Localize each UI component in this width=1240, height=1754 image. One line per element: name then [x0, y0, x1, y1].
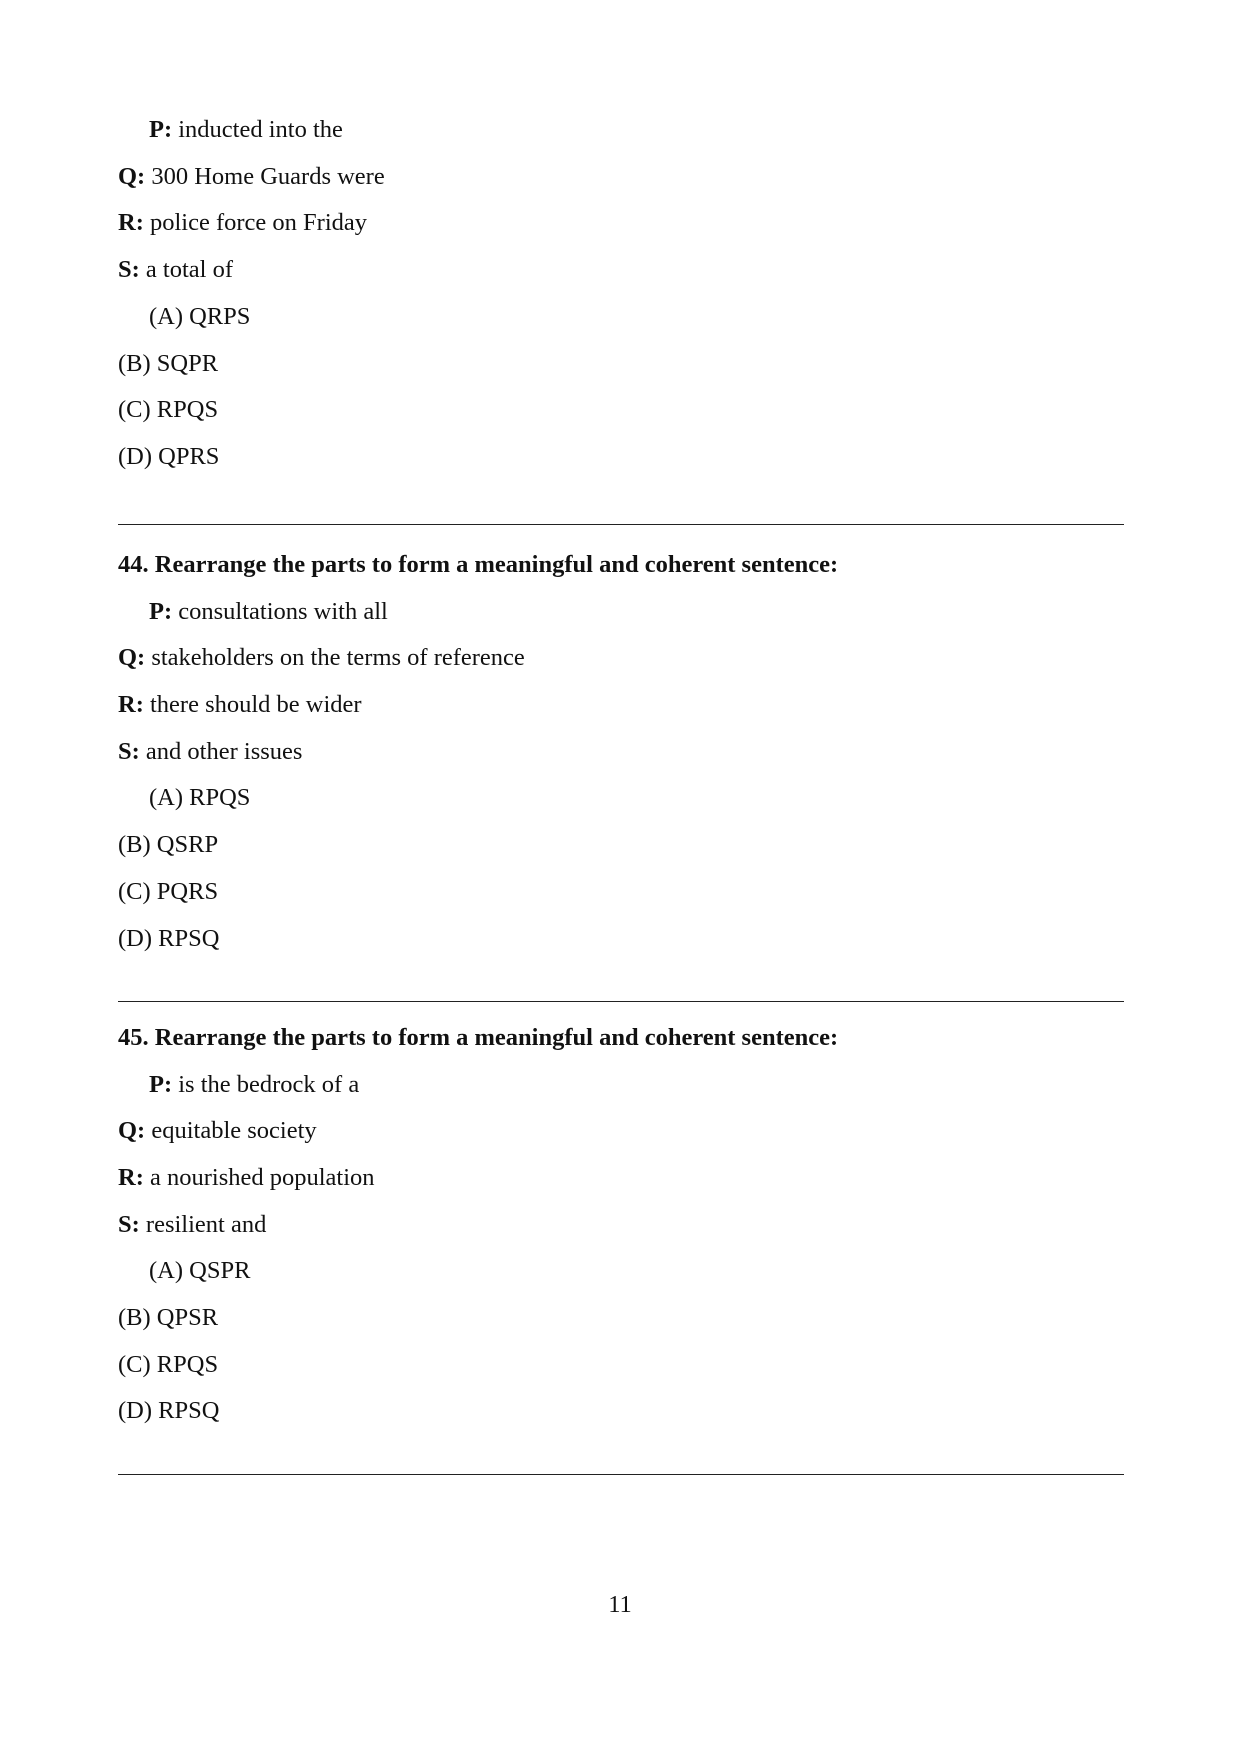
divider-rule	[118, 524, 1124, 525]
q44-option-c: (C) PQRS	[118, 878, 219, 905]
q45-part-q: Q: equitable society	[118, 1117, 317, 1144]
q45-part-r: R: a nourished population	[118, 1164, 375, 1191]
q43-option-c: (C) RPQS	[118, 396, 219, 423]
q43-option-d: (D) QPRS	[118, 443, 220, 470]
q43-part-s: S: a total of	[118, 256, 233, 283]
q44-part-r: R: there should be wider	[118, 691, 362, 718]
q43-option-a: (A) QRPS	[149, 303, 251, 330]
q45-option-c: (C) RPQS	[118, 1351, 219, 1378]
q44-option-b: (B) QSRP	[118, 831, 219, 858]
q45-heading: 45. Rearrange the parts to form a meaningful and coherent sentence:	[118, 1024, 839, 1051]
q44-heading: 44. Rearrange the parts to form a meaningful and coherent sentence:	[118, 551, 839, 578]
q44-option-d: (D) RPSQ	[118, 925, 220, 952]
page-number: 11	[608, 1591, 632, 1618]
q45-part-s: S: resilient and	[118, 1211, 267, 1238]
q45-option-b: (B) QPSR	[118, 1304, 219, 1331]
q44-part-q: Q: stakeholders on the terms of reference	[118, 644, 525, 671]
divider-rule	[118, 1001, 1124, 1002]
q45-part-p: P: is the bedrock of a	[149, 1071, 360, 1098]
divider-rule	[118, 1474, 1124, 1475]
q43-option-b: (B) SQPR	[118, 350, 219, 377]
q45-option-a: (A) QSPR	[149, 1257, 251, 1284]
q45-option-d: (D) RPSQ	[118, 1397, 220, 1424]
q43-part-q: Q: 300 Home Guards were	[118, 163, 385, 190]
q44-option-a: (A) RPQS	[149, 784, 251, 811]
q44-part-s: S: and other issues	[118, 738, 303, 765]
q43-part-r: R: police force on Friday	[118, 209, 368, 236]
q44-part-p: P: consultations with all	[149, 598, 388, 625]
q43-part-p: P: inducted into the	[149, 116, 343, 143]
